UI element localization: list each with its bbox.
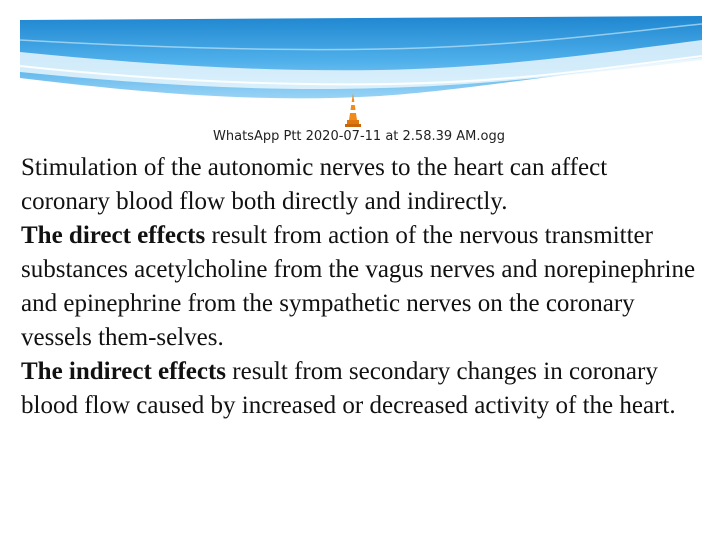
slide-body xyxy=(21,151,697,423)
direct-effects-paragraph xyxy=(21,219,697,355)
direct-effects-label: The direct effects xyxy=(21,222,206,249)
audio-file-name[interactable]: WhatsApp Ptt 2020-07-11 at 2.58.39 AM.ogg xyxy=(213,129,505,144)
vlc-cone-icon[interactable] xyxy=(340,90,366,130)
indirect-effects-paragraph xyxy=(21,355,697,423)
indirect-effects-label: The indirect effects xyxy=(21,358,227,385)
audio-file-caption[interactable] xyxy=(0,129,720,144)
indirect-effects-text: result from secondary changes in coronary blood flow caused by increased or decreased activity of the heart. xyxy=(21,358,676,419)
intro-paragraph: Stimulation of the autonomic nerves to the heart can affect coronary blood flow both directly and indirectly. xyxy=(21,154,608,215)
direct-effects-text: result from action of the nervous transmitter substances acetylcholine from the vagus nerves and norepinephrine and epinephrine from the sympathetic nerves on the coronary vessels them-selves. xyxy=(21,222,696,351)
